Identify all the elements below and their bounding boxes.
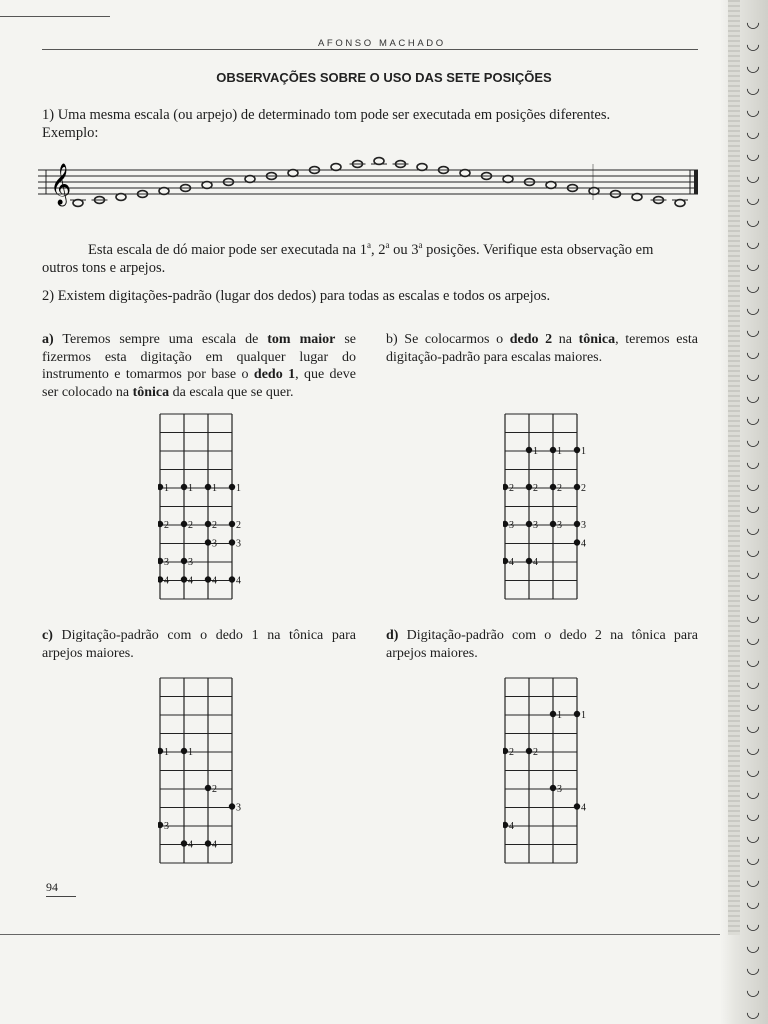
finger-number: 2 [164, 520, 169, 531]
binding-ring-icon: ◡ [746, 232, 760, 251]
finger-dot [181, 576, 187, 582]
fretboard-grid [160, 414, 232, 599]
whole-note [374, 158, 384, 165]
binding-ring-icon: ◡ [746, 650, 760, 669]
whole-note [675, 200, 685, 207]
finger-number: 4 [188, 839, 193, 851]
page-number: 94 [46, 880, 58, 894]
binding-ring-icon: ◡ [746, 320, 760, 339]
finger-dot [526, 558, 532, 564]
whole-note [460, 170, 470, 177]
running-header-author: AFONSO MACHADO [318, 38, 446, 49]
finger-dot [574, 521, 580, 527]
binding-ring-icon: ◡ [746, 540, 760, 559]
finger-dot [229, 484, 235, 490]
finger-number: 4 [581, 538, 586, 550]
binding-ring-icon: ◡ [746, 870, 760, 889]
finger-number: 3 [581, 520, 586, 531]
finger-dot [526, 447, 532, 453]
finger-number: 4 [164, 575, 169, 587]
finger-dot [229, 521, 235, 527]
finger-dot [158, 558, 163, 564]
finger-dot [574, 484, 580, 490]
finger-number: 4 [212, 839, 217, 851]
whole-note [73, 200, 83, 207]
fretboard-grid [505, 414, 577, 599]
binding-ring-icon: ◡ [746, 408, 760, 427]
finger-dot [181, 748, 187, 754]
binding-ring-icon: ◡ [746, 342, 760, 361]
finger-number: 1 [533, 446, 538, 457]
section-title: OBSERVAÇÕES SOBRE O USO DAS SETE POSIÇÕES [216, 70, 552, 85]
binding-ring-icon: ◡ [746, 122, 760, 141]
binding-ring-icon: ◡ [746, 210, 760, 229]
paragraph-2-line-2: outros tons e arpejos. [42, 259, 166, 276]
binding-ring-icon: ◡ [746, 386, 760, 405]
binding-ring-icon: ◡ [746, 782, 760, 801]
fretboard-grid [505, 678, 577, 863]
binding-ring-icon: ◡ [746, 452, 760, 471]
binding-ring-icon: ◡ [746, 914, 760, 933]
finger-dot [229, 576, 235, 582]
finger-dot [574, 539, 580, 545]
binding-ring-icon: ◡ [746, 12, 760, 31]
finger-number: 1 [557, 446, 562, 457]
finger-number: 3 [236, 802, 241, 814]
fretboard-diagram-c [158, 676, 268, 866]
binding-ring-icon: ◡ [746, 628, 760, 647]
binding-ring-icon: ◡ [746, 672, 760, 691]
c-major-scale-staff [38, 150, 702, 214]
finger-number: 2 [509, 747, 514, 758]
fretboard-grid [160, 678, 232, 863]
binding-ring-icon: ◡ [746, 584, 760, 603]
finger-dot [158, 822, 163, 828]
finger-dot [550, 447, 556, 453]
whole-note [116, 194, 126, 201]
finger-dot [503, 484, 508, 490]
binding-ring-icon: ◡ [746, 144, 760, 163]
finger-number: 1 [188, 747, 193, 758]
finger-number: 3 [509, 520, 514, 531]
finger-number: 4 [212, 575, 217, 587]
finger-dot [158, 484, 163, 490]
finger-number: 3 [557, 520, 562, 531]
finger-dot [503, 822, 508, 828]
finger-dot [205, 840, 211, 846]
finger-number: 1 [581, 446, 586, 457]
finger-number: 3 [212, 538, 217, 550]
whole-note [202, 182, 212, 189]
binding-ring-icon: ◡ [746, 694, 760, 713]
binding-ring-icon: ◡ [746, 738, 760, 757]
finger-number: 4 [509, 557, 514, 568]
whole-note [288, 170, 298, 177]
paragraph-2 [42, 236, 702, 277]
section-c-text: c) Digitação-padrão com o dedo 1 na tônica para arpejos maiores. [42, 628, 356, 661]
binding-ring-icon: ◡ [746, 34, 760, 53]
finger-dot [205, 539, 211, 545]
finger-dot [503, 558, 508, 564]
finger-number: 2 [212, 520, 217, 531]
binding-ring-icon: ◡ [746, 760, 760, 779]
binding-ring-icon: ◡ [746, 892, 760, 911]
header-rule [42, 49, 698, 50]
binding-ring-icon: ◡ [746, 474, 760, 493]
binding-edge [728, 0, 740, 935]
section-b-text: b) Se colocarmos o dedo 2 na tônica, teremos esta digitação-padrão para escalas maiores. [386, 332, 698, 365]
page-number-rule [46, 896, 76, 897]
binding-ring-icon: ◡ [746, 56, 760, 75]
fretboard-diagram-d [503, 676, 613, 866]
binding-ring-icon: ◡ [746, 826, 760, 845]
finger-dot [181, 521, 187, 527]
finger-number: 2 [188, 520, 193, 531]
finger-dot [205, 484, 211, 490]
finger-number: 2 [581, 483, 586, 494]
finger-dot [526, 484, 532, 490]
finger-number: 2 [236, 520, 241, 531]
finger-number: 4 [236, 575, 241, 587]
binding-ring-icon: ◡ [746, 276, 760, 295]
binding-ring-icon: ◡ [746, 496, 760, 515]
binding-ring-icon: ◡ [746, 254, 760, 273]
whole-note [159, 188, 169, 195]
bottom-rule [0, 934, 740, 935]
binding-ring-icon: ◡ [746, 804, 760, 823]
binding-ring-icon: ◡ [746, 100, 760, 119]
finger-dot [181, 840, 187, 846]
binding-ring-icon: ◡ [746, 518, 760, 537]
binding-ring-icon: ◡ [746, 78, 760, 97]
top-rule [0, 16, 110, 17]
section-d-text: d) Digitação-padrão com o dedo 2 na tônica para arpejos maiores. [386, 628, 698, 661]
whole-note [331, 164, 341, 171]
finger-number: 2 [533, 747, 538, 758]
finger-dot [229, 539, 235, 545]
finger-number: 3 [188, 557, 193, 568]
finger-dot [181, 558, 187, 564]
finger-dot [526, 521, 532, 527]
paragraph-1-line-1: 1) Uma mesma escala (ou arpejo) de determinado tom pode ser executada em posições diferentes. [42, 107, 611, 123]
finger-dot [574, 447, 580, 453]
whole-note [245, 176, 255, 183]
finger-number: 2 [509, 483, 514, 494]
binding-ring-icon: ◡ [746, 166, 760, 185]
finger-number: 3 [557, 784, 562, 795]
finger-dot [550, 711, 556, 717]
whole-note [589, 188, 599, 195]
finger-dot [550, 521, 556, 527]
finger-number: 1 [212, 483, 217, 494]
whole-note [503, 176, 513, 183]
binding-ring-icon: ◡ [746, 980, 760, 999]
section-a-text: a) Teremos sempre uma escala de tom maior se fizermos esta digitação em qualquer lugar do instrumento e tomarmos por base o dedo 1, que deve ser colocado na tônica da escala que se quer. [42, 332, 356, 400]
whole-note [632, 194, 642, 201]
finger-number: 1 [188, 483, 193, 494]
finger-number: 1 [581, 710, 586, 721]
binding-ring-icon: ◡ [746, 364, 760, 383]
finger-number: 4 [188, 575, 193, 587]
finger-number: 3 [164, 557, 169, 568]
binding-ring-icon: ◡ [746, 562, 760, 581]
paragraph-1-line-2: Exemplo: [42, 125, 99, 141]
binding-ring-icon: ◡ [746, 716, 760, 735]
fretboard-diagram-b [503, 412, 613, 602]
treble-clef-icon: 𝄞 [50, 164, 72, 205]
finger-dot [181, 484, 187, 490]
finger-number: 1 [236, 483, 241, 494]
finger-dot [205, 785, 211, 791]
finger-number: 2 [557, 483, 562, 494]
binding-ring-icon: ◡ [746, 606, 760, 625]
paragraph-1 [42, 106, 702, 142]
finger-number: 4 [581, 802, 586, 814]
finger-number: 1 [164, 483, 169, 494]
finger-dot [503, 521, 508, 527]
finger-dot [158, 576, 163, 582]
binding-ring-icon: ◡ [746, 430, 760, 449]
finger-number: 3 [164, 821, 169, 832]
finger-dot [550, 484, 556, 490]
finger-number: 3 [236, 538, 241, 550]
binding-ring-icon: ◡ [746, 188, 760, 207]
finger-number: 1 [557, 710, 562, 721]
finger-dot [205, 521, 211, 527]
finger-dot [158, 748, 163, 754]
finger-dot [229, 803, 235, 809]
finger-number: 2 [212, 784, 217, 795]
finger-dot [526, 748, 532, 754]
finger-number: 4 [509, 821, 514, 832]
paragraph-3: 2) Existem digitações-padrão (lugar dos dedos) para todas as escalas e todos os arpejos. [42, 288, 551, 304]
finger-dot [158, 521, 163, 527]
binding-ring-icon: ◡ [746, 936, 760, 955]
binding-ring-icon: ◡ [746, 848, 760, 867]
fretboard-diagram-a [158, 412, 268, 602]
finger-dot [205, 576, 211, 582]
finger-number: 2 [533, 483, 538, 494]
paragraph-2-line-1: Esta escala de dó maior pode ser executada na 1$^a$, 2$^a$ ou 3$^a$ posições. Verifique esta observação em [88, 240, 654, 258]
binding-ring-icon: ◡ [746, 1002, 760, 1021]
finger-number: 1 [164, 747, 169, 758]
whole-note [546, 182, 556, 189]
finger-dot [574, 711, 580, 717]
finger-number: 3 [533, 520, 538, 531]
finger-dot [503, 748, 508, 754]
binding-ring-icon: ◡ [746, 298, 760, 317]
finger-dot [550, 785, 556, 791]
binding-ring-icon: ◡ [746, 958, 760, 977]
finger-dot [574, 803, 580, 809]
whole-note [417, 164, 427, 171]
finger-number: 4 [533, 557, 538, 568]
